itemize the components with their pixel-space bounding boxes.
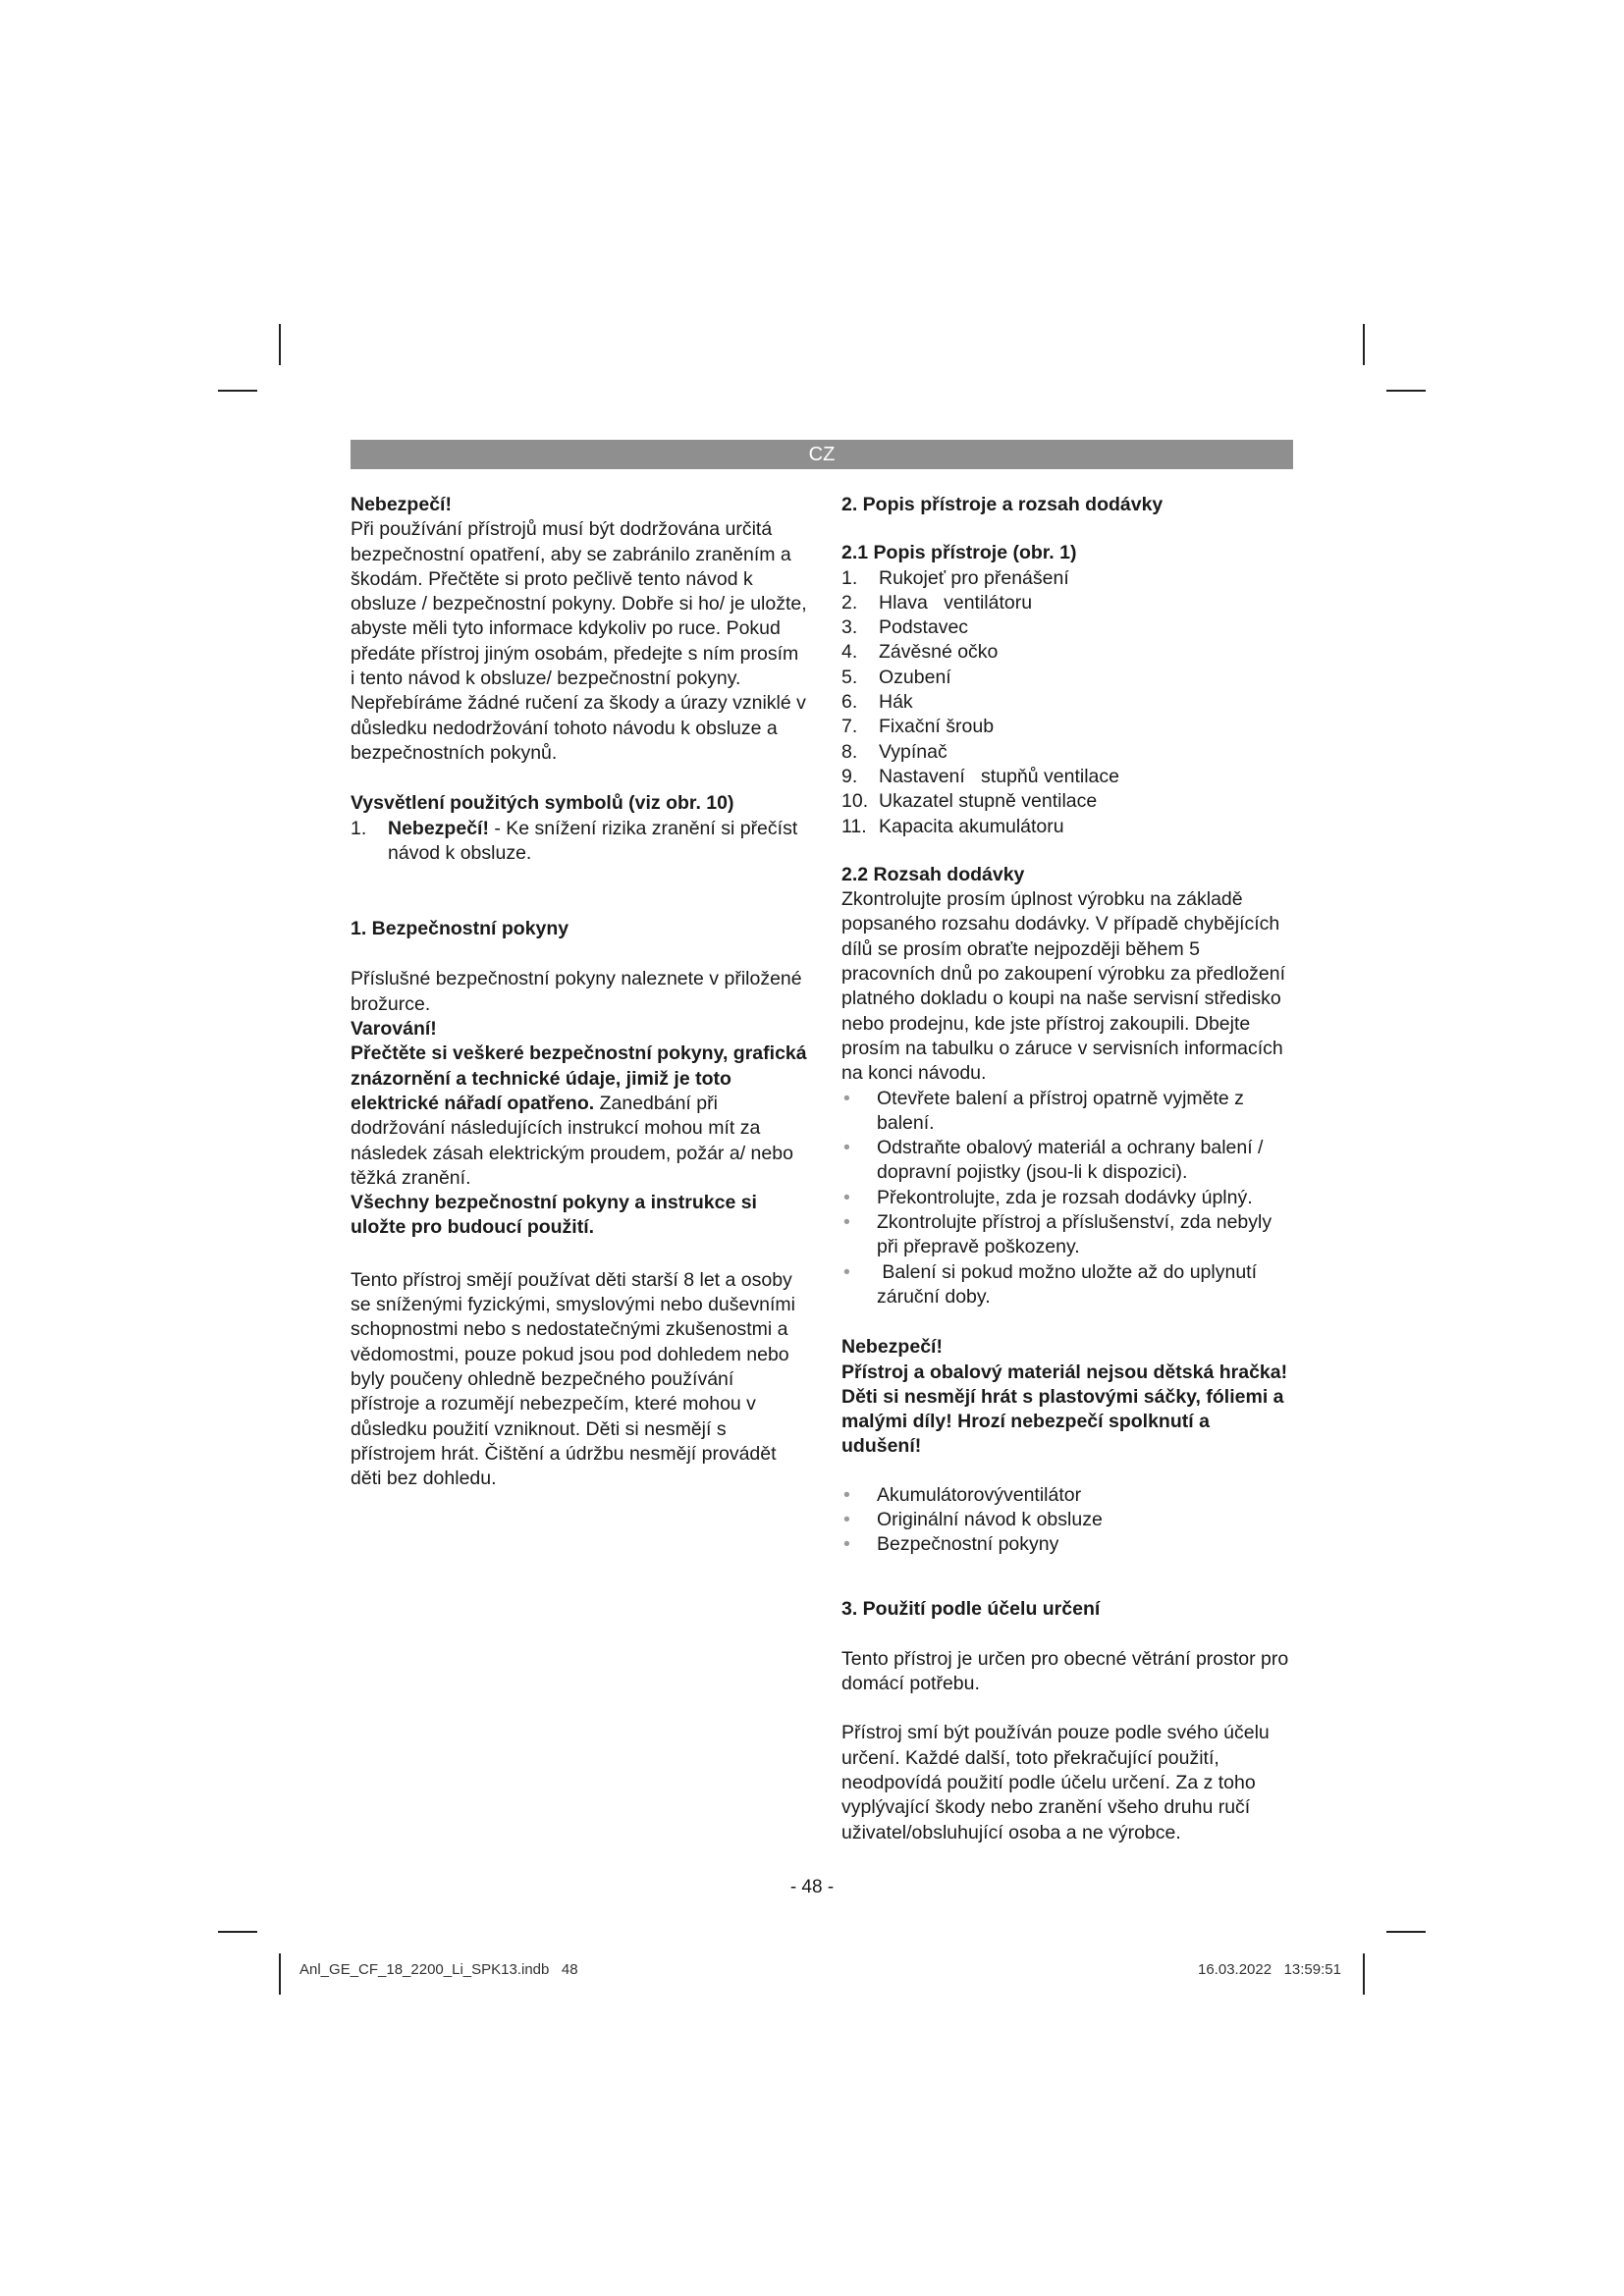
list-number: 1. (351, 817, 367, 839)
list-item (841, 666, 1293, 690)
list-item (841, 1210, 1293, 1260)
intended-use-paragraph: Tento přístroj je určen pro obecné větrání prostor pro domácí potřebu. (841, 1647, 1289, 1695)
list-item (351, 817, 807, 867)
bullet-icon: • (843, 1260, 850, 1283)
symbol-danger-label: Nebezpečí! (388, 817, 489, 839)
section-1-intro: Příslušné bezpečnostní pokyny naleznete v přiložené brožurce. (351, 968, 802, 1015)
part-label: Závěsné očko (879, 641, 999, 664)
part-label: Ozubení (879, 666, 951, 688)
step-text: Překontrolujte, zda je rozsah dodávky úplný. (877, 1186, 1253, 1208)
list-item (841, 715, 1293, 739)
list-number: 7. (841, 716, 858, 738)
subsection-2-2-heading: 2.2 Rozsah dodávky (841, 863, 1025, 885)
list-item (841, 1087, 1293, 1137)
part-label: Hák (879, 691, 913, 714)
list-number: 5. (841, 666, 858, 688)
warning-bold-text: Přečtěte si veškeré bezpečnostní pokyny, grafická znázornění a technické údaje, jimiž je toto elektrické nářadí opatřeno. (351, 1042, 807, 1114)
list-item (841, 1483, 1293, 1508)
list-number: 1. (841, 566, 858, 589)
list-number: 2. (841, 591, 858, 614)
content-item: Bezpečnostní pokyny (877, 1533, 1059, 1556)
list-item (841, 1136, 1293, 1186)
footer-datetime: 16.03.2022 13:59:51 (1198, 1961, 1341, 1978)
bullet-icon: • (843, 1186, 850, 1208)
delivery-paragraph: Zkontrolujte prosím úplnost výrobku na základě popsaného rozsahu dodávky. V případě chybějících dílů se prosím obraťte nejpozději během 5 pracovních dnů po zakoupení výrobku za předložení platného dokladu o koupi na naše servisní středisko nebo prodejnu, kde jste přístroj zakoupili. Dbejte prosím na tabulku o záruce v servisních informacích na konci návodu. (841, 888, 1286, 1085)
step-text: Otevřete balení a přístroj opatrně vyjměte z balení. (877, 1087, 1244, 1134)
bullet-icon: • (843, 1483, 850, 1506)
list-number: 10. (841, 790, 869, 813)
part-label: Ukazatel stupně ventilace (879, 790, 1098, 813)
symbol-danger-text: - Ke snížení rizika zranění si přečíst návod k obsluze. (388, 817, 798, 864)
footer-filename: Anl_GE_CF_18_2200_Li_SPK13.indb 48 (299, 1961, 578, 1978)
list-item (841, 1260, 1293, 1310)
page-number: - 48 - (789, 1877, 835, 1897)
crop-mark (218, 390, 257, 392)
crop-mark (218, 1931, 257, 1933)
crop-mark (279, 324, 281, 365)
bullet-icon: • (843, 1087, 850, 1109)
list-number: 11. (841, 815, 867, 837)
bullet-icon: • (843, 1137, 850, 1159)
part-label: Nastavení stupňů ventilace (879, 765, 1119, 787)
danger-heading: Nebezpečí! (841, 1336, 943, 1359)
language-header-bar: CZ (351, 440, 1293, 469)
list-item (841, 765, 1293, 789)
part-label: Kapacita akumulátoru (879, 815, 1064, 837)
warning-paragraph (351, 1041, 807, 1191)
list-number: 3. (841, 616, 858, 639)
step-text: Balení si pokud možno uložte až do uplynutí záruční doby. (877, 1260, 1263, 1308)
list-number: 9. (841, 765, 858, 787)
part-label: Hlava ventilátoru (879, 591, 1033, 614)
danger-heading: Nebezpečí! (351, 494, 452, 515)
section-3-heading: 3. Použití podle účelu určení (841, 1597, 1101, 1620)
list-item (841, 640, 1293, 665)
warning-text: Zanedbání při dodržování následujících instrukcí mohou mít za následek zásah elektrickým proudem, požár a/ nebo těžká zranění. (351, 1092, 793, 1189)
bullet-icon: • (843, 1211, 850, 1234)
intended-use-liability: Přístroj smí být používán pouze podle svého účelu určení. Každé další, toto překračující použití, neodpovídá použití podle účelu určení. Za z toho vyplývající škody nebo zranění všeho druhu ručí uživatel/obsluhující osoba a ne výrobce. (841, 1722, 1270, 1843)
list-number: 4. (841, 641, 858, 664)
crop-mark (1386, 390, 1426, 392)
list-number: 6. (841, 691, 858, 714)
crop-mark (1363, 1953, 1365, 1995)
bullet-icon: • (843, 1508, 850, 1530)
part-label: Rukojeť pro přenášení (879, 566, 1069, 589)
content-item: Akumulátorovýventilátor (877, 1483, 1082, 1506)
unpacking-steps (841, 1087, 1293, 1310)
list-item (841, 1508, 1293, 1532)
crop-mark (1363, 324, 1365, 365)
warning-heading: Varování! (351, 1018, 437, 1041)
parts-list (841, 566, 1293, 839)
step-text: Odstraňte obalový materiál a ochrany balení / dopravní pojistky (jsou-li k dispozici). (877, 1137, 1264, 1184)
keep-instructions-note: Všechny bezpečnostní pokyny a instrukce si uložte pro budoucí použití. (351, 1192, 757, 1239)
bullet-icon: • (843, 1533, 850, 1556)
list-item (841, 1532, 1293, 1557)
delivery-contents (841, 1483, 1293, 1558)
left-column (351, 493, 807, 1491)
list-item (841, 1186, 1293, 1210)
part-label: Vypínač (879, 740, 947, 763)
part-label: Podstavec (879, 616, 969, 639)
list-number: 8. (841, 740, 858, 763)
list-item (841, 789, 1293, 814)
list-item (841, 690, 1293, 715)
crop-mark (279, 1953, 281, 1995)
section-2-heading: 2. Popis přístroje a rozsah dodávky (841, 494, 1164, 515)
children-warning-large: Tento přístroj smějí používat děti starší 8 let a osoby se sníženými fyzickými, smyslovými nebo duševními schopnostmi nebo s nedostatečnými zkušenostmi a vědomostmi, pouze pokud jsou pod dohledem nebo byly poučeny ohledně bezpečného používání přístroje a rozumějí nebezpečím, které mohou v důsledku použití vzniknout. Děti si nesmějí s přístrojem hrát. Čištění a údržbu nesmějí provádět děti bez dohledu. (351, 1268, 795, 1490)
content-item: Originální návod k obsluze (877, 1508, 1103, 1530)
subsection-2-1-heading: 2.1 Popis přístroje (obr. 1) (841, 542, 1077, 564)
symbols-heading: Vysvětlení použitých symbolů (viz obr. 10) (351, 792, 734, 815)
crop-mark (1386, 1931, 1426, 1933)
list-item (841, 815, 1293, 839)
list-item (841, 591, 1293, 615)
part-label: Fixační šroub (879, 716, 995, 738)
list-item (841, 740, 1293, 765)
symbols-list (351, 817, 807, 867)
list-item (841, 566, 1293, 591)
danger-choking-text: Přístroj a obalový materiál nejsou dětská hračka! Děti si nesmějí hrát s plastovými sáčky, fóliemi a malými díly! Hrozí nebezpečí spolknutí a udušení! (841, 1361, 1288, 1458)
section-1-heading: 1. Bezpečnostní pokyny (351, 918, 569, 940)
step-text: Zkontrolujte přístroj a příslušenství, zda nebyly při přepravě poškozeny. (877, 1211, 1272, 1258)
list-item (841, 615, 1293, 640)
danger-paragraph: Při používání přístrojů musí být dodržována určitá bezpečnostní opatření, aby se zabránilo zraněním a škodám. Přečtěte si proto pečlivě tento návod k obsluze / bezpečnostní pokyny. Dobře si ho/ je uložte, abyste měli tyto informace kdykoliv po ruce. Pokud předáte přístroj jiným osobám, předejte s ním prosím i tento návod k obsluze/ bezpečnostní pokyny. Nepřebíráme žádné ručení za škody a úrazy vzniklé v důsledku nedodržování tohoto návodu k obsluze a bezpečnostních pokynů. (351, 518, 807, 764)
right-column (841, 493, 1293, 1845)
